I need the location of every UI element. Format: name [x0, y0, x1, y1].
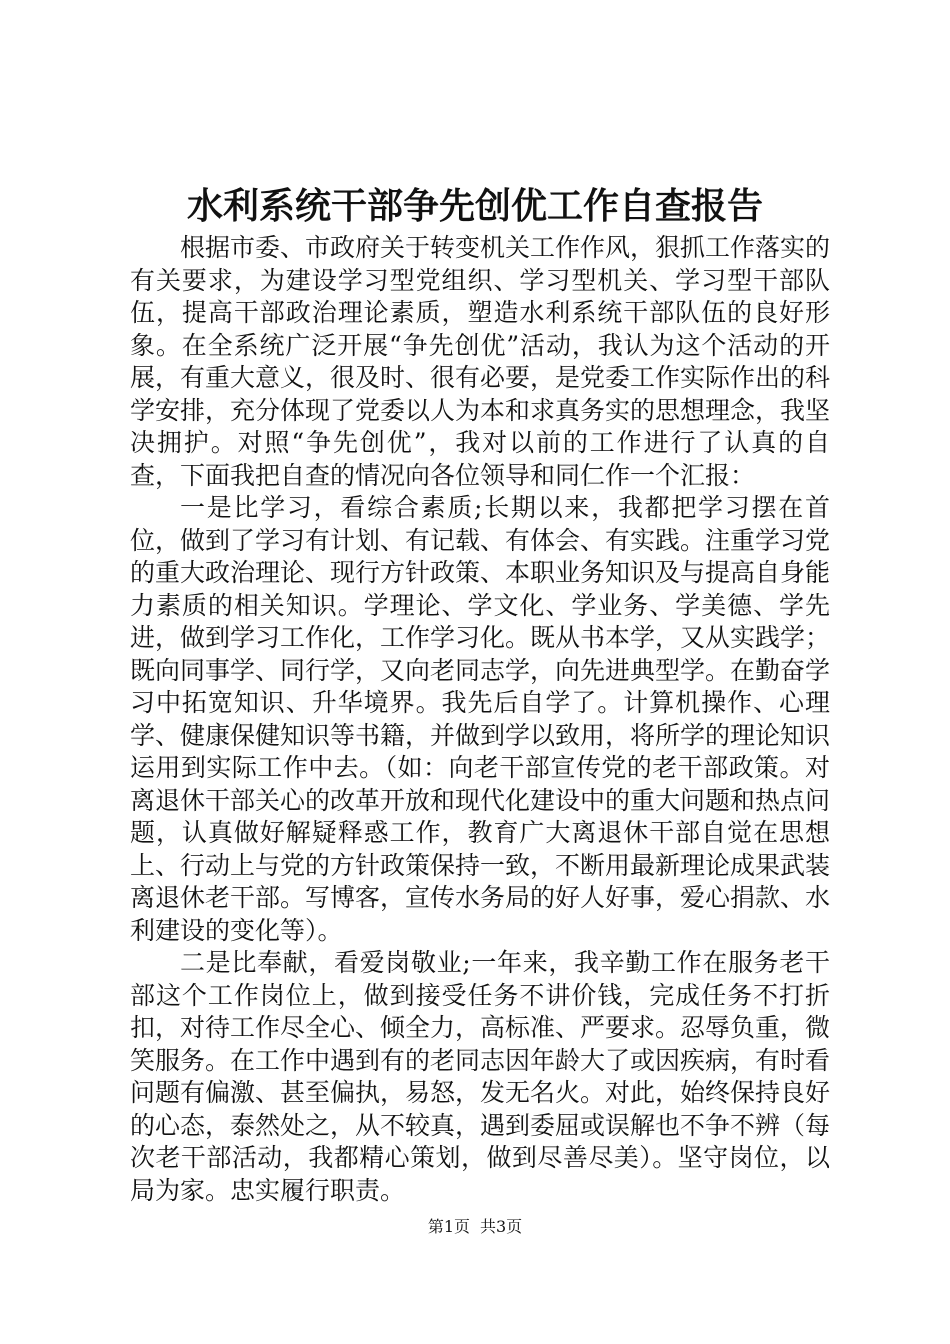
page-footer	[0, 1216, 950, 1238]
document-body	[130, 232, 830, 1207]
document-title: 水利系统干部争先创优工作自查报告	[186, 185, 763, 227]
paragraph-study: 一是比学习，看综合素质;长期以来，我都把学习摆在首位，做到了学习有计划、有记载、有体会、有实践。注重学习党的重大政治理论、现行方针政策、本职业务知识及与提高自身能力素质的相关知识。学理论、学文化、学业务、学美德、学先进，做到学习工作化，工作学习化。既从书本学，又从实践学；既向同事学、同行学，又向老同志学，向先进典型学。在勤奋学习中拓宽知识、升华境界。我先后自学了。计算机操作、心理学、健康保健知识等书籍，并做到学以致用，将所学的理论知识运用到实际工作中去。（如：向老干部宣传党的老干部政策。对离退休干部关心的改革开放和现代化建设中的重大问题和热点问题，认真做好解疑释惑工作，教育广大离退休干部自觉在思想上、行动上与党的方针政策保持一致，不断用最新理论成果武装离退休老干部。写博客，宣传水务局的好人好事，爱心捐款、水利建设的变化等）。	[130, 493, 831, 945]
paragraph-intro: 根据市委、市政府关于转变机关工作作风，狠抓工作落实的有关要求，为建设学习型党组织、学习型机关、学习型干部队伍，提高干部政治理论素质，塑造水利系统干部队伍的良好形象。在全系统广泛开展“争先创优”活动，我认为这个活动的开展，有重大意义，很及时、很有必要，是党委工作实际作出的科学安排，充分体现了党委以人为本和求真务实的思想理念，我坚决拥护。对照“争先创优”，我对以前的工作进行了认真的自查，下面我把自查的情况向各位领导和同仁作一个汇报：	[130, 233, 831, 490]
page-total: 共3页	[480, 1217, 523, 1236]
paragraph-dedication: 二是比奉献，看爱岗敬业;一年来，我辛勤工作在服务老干部这个工作岗位上，做到接受任务不讲价钱，完成任务不打折扣，对待工作尽全心、倾全力，高标准、严要求。忍辱负重，微笑服务。在工作中遇到有的老同志因年龄大了或因疾病，有时看问题有偏激、甚至偏执，易怒，发无名火。对此，始终保持良好的心态，泰然处之，从不较真，遇到委屈或误解也不争不辨（每次老干部活动，我都精心策划，做到尽善尽美）。坚守岗位，以局为家。忠实履行职责。	[130, 948, 831, 1205]
page-number: 第1页	[427, 1217, 470, 1236]
